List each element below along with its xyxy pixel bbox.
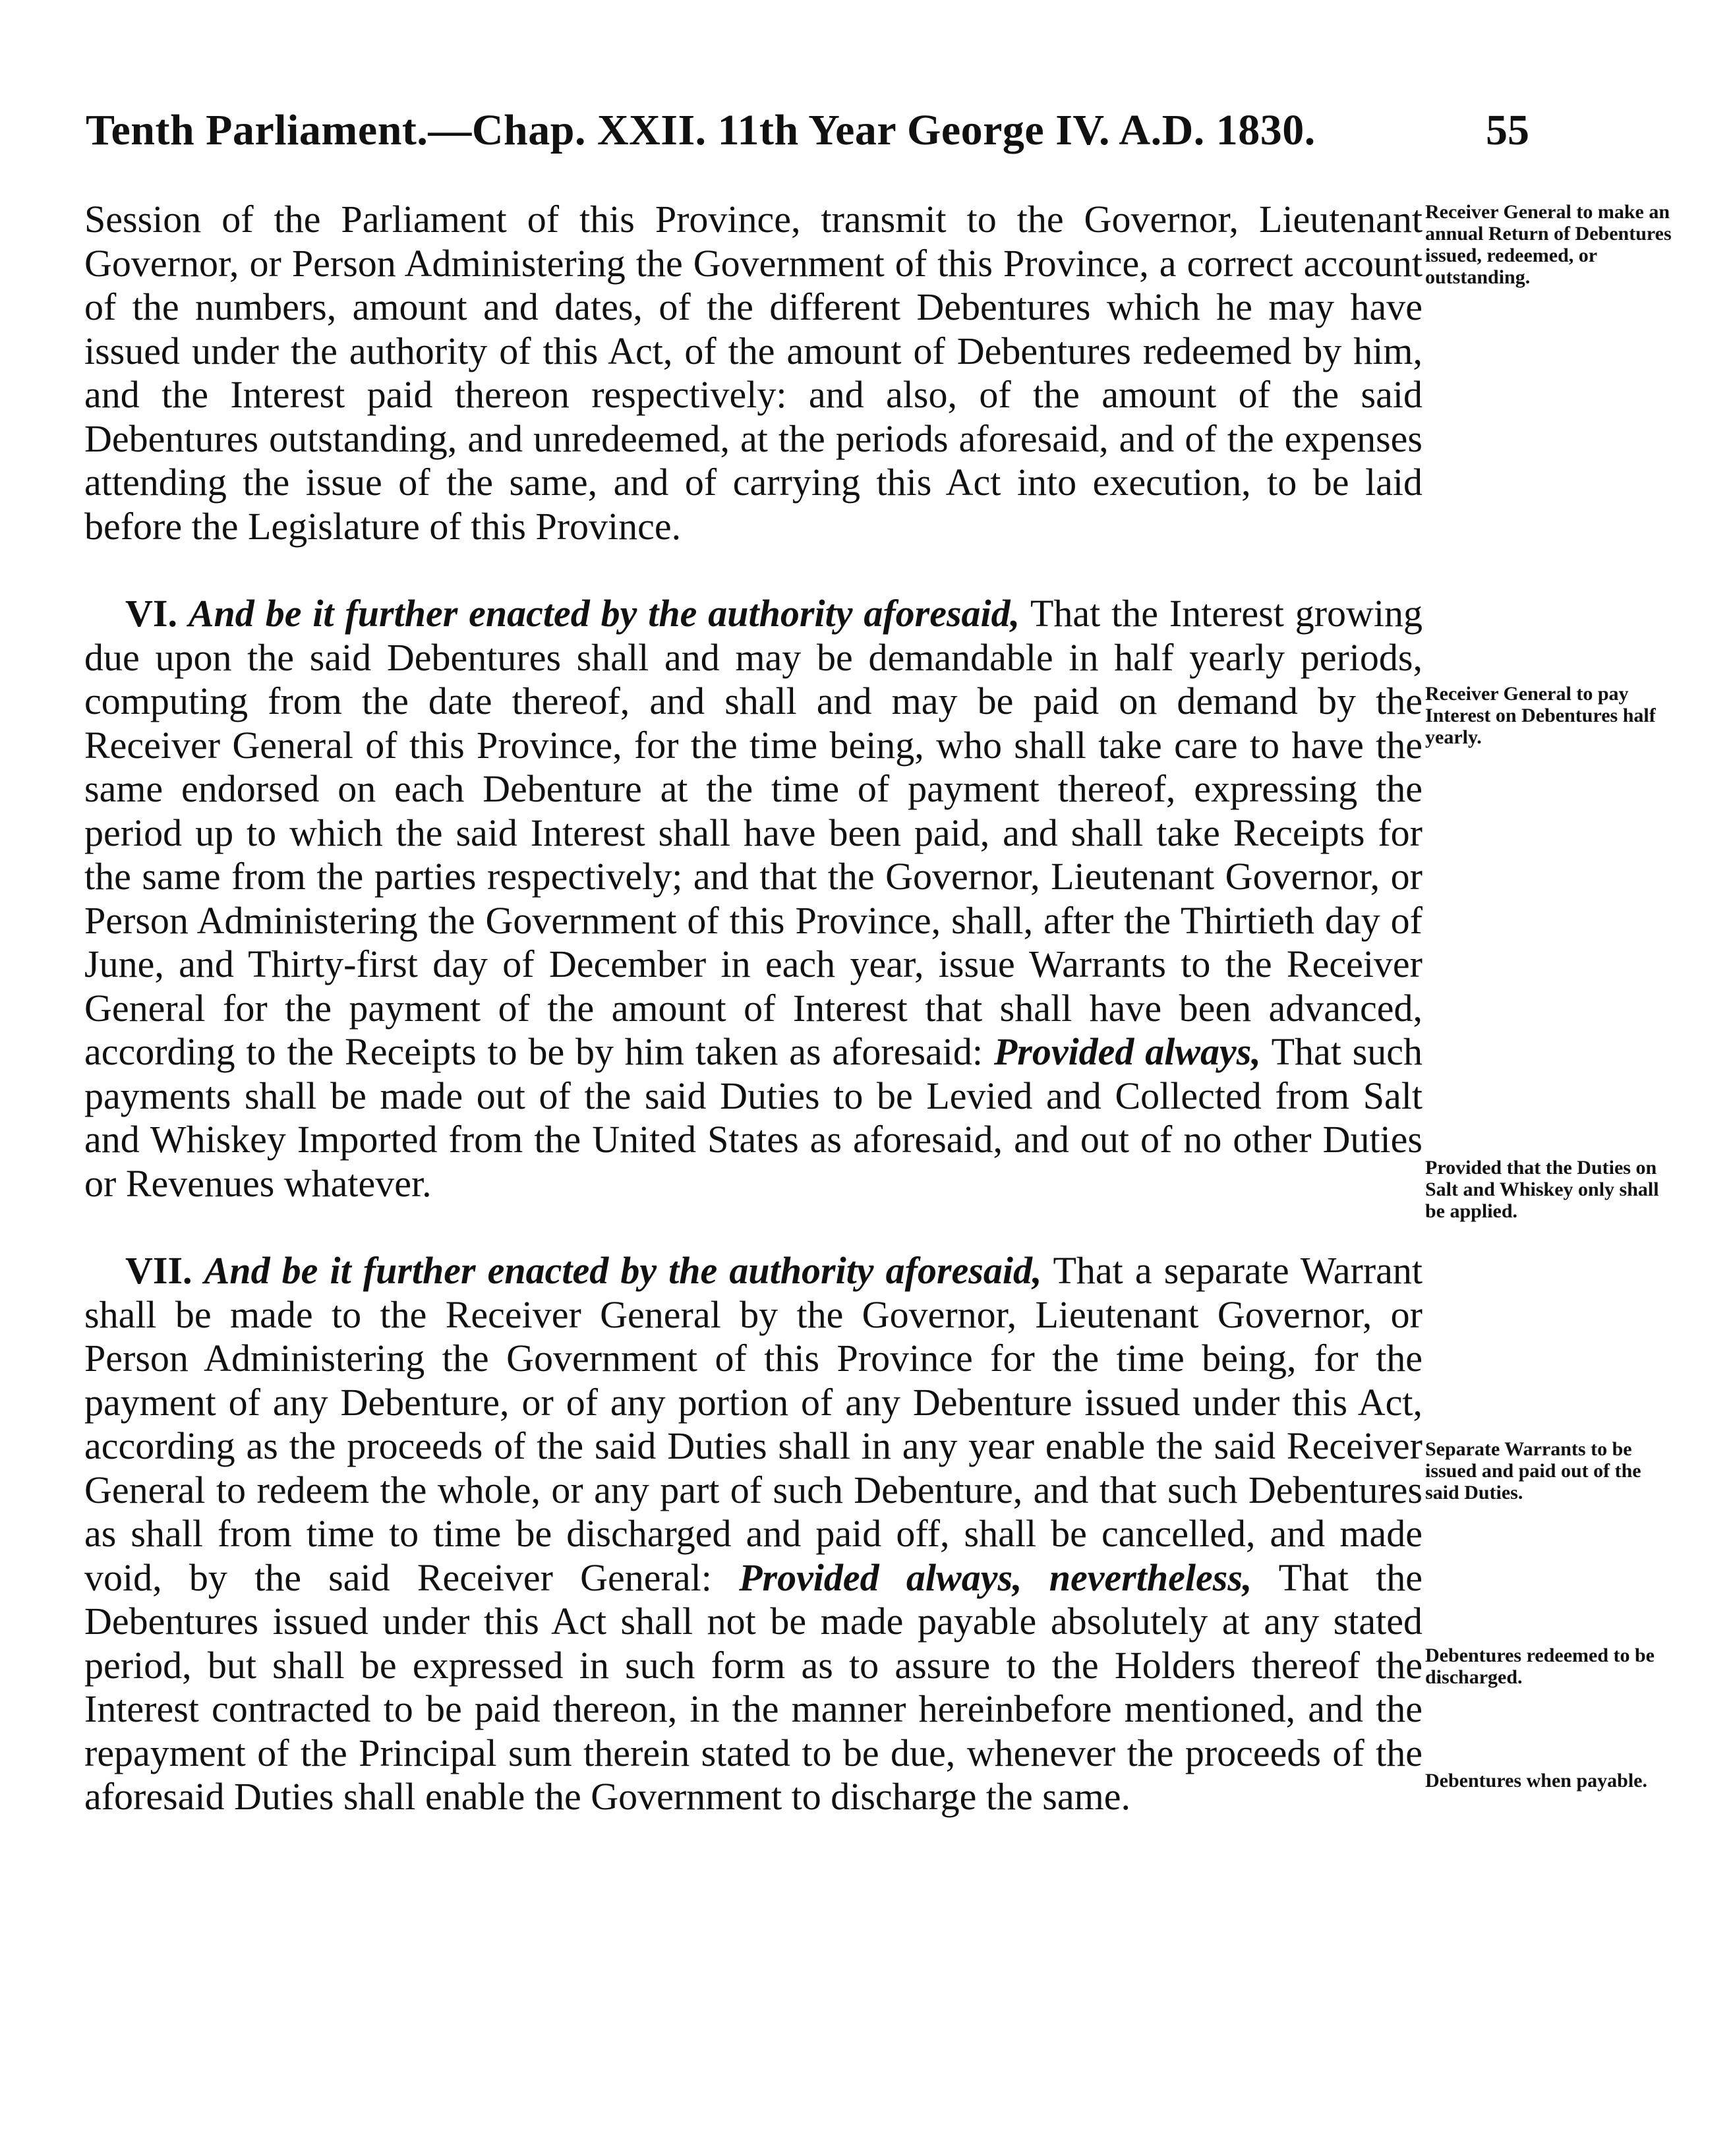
section-7: [84, 1249, 1423, 1819]
margin-note-duties-applied: Provided that the Duties on Salt and Whiskey only shall be applied.: [1425, 1157, 1659, 1222]
margin-note-half-yearly-interest: Receiver General to pay Interest on Debentures half yearly.: [1425, 683, 1656, 748]
margin-note-annual-return: Receiver General to make an annual Return of Debentures issued, redeemed, or outstanding.: [1425, 201, 1672, 288]
margin-note-debentures-discharged: Debentures redeemed to be discharged.: [1425, 1645, 1655, 1688]
margin-note-debentures-payable: Debentures when payable.: [1425, 1770, 1647, 1792]
section-7-number: VII.: [125, 1249, 192, 1292]
body-text: [84, 198, 1423, 1819]
section-6: [84, 592, 1423, 1206]
section-6-proviso: Provided always,: [993, 1030, 1261, 1073]
paragraph-continued: Session of the Parliament of this Province, transmit to the Governor, Lieutenant Governor, or Person Administering the Government of this Province, a correct account of the numbers, amount and dates, of the different Debentures which he may have issued under the authority of this Act, of the amount of Debentures redeemed by him, and the Interest paid thereon respectively: and also, of the amount of the said Debentures outstanding, and unredeemed, at the periods aforesaid, and of the expenses attending the issue of the same, and of carrying this Act into execution, to be laid before the Legislature of this Province.: [84, 198, 1423, 548]
section-6-text-a: That the Interest growing due upon the said Debentures shall and may be demandable in half yearly periods, computing from the date thereof, and shall and may be paid on demand by the Receiver General of this Province, for the time being, who shall take care to have the same endorsed on each Debenture at the time of payment thereof, expressing the period up to which the said Interest shall have been paid, and shall take Receipts for the same from the parties respectively; and that the Governor, Lieutenant Governor, or Person Administering the Government of this Province, shall, after the Thirtieth day of June, and Thirty-first day of December in each year, issue Warrants to the Receiver General for the payment of the amount of Interest that shall have been advanced, according to the Receipts to be by him taken as aforesaid:: [84, 592, 1423, 1073]
section-7-enacting-clause: And be it further enacted by the authority aforesaid,: [204, 1249, 1042, 1292]
running-head: [86, 105, 1529, 171]
margin-note-separate-warrants: Separate Warrants to be issued and paid out of the said Duties.: [1425, 1438, 1641, 1503]
section-6-enacting-clause: And be it further enacted by the authority aforesaid,: [188, 592, 1020, 635]
section-7-proviso: Provided always, nevertheless,: [739, 1556, 1252, 1599]
page-number: 55: [1486, 106, 1529, 154]
section-7-text-a: That a separate Warrant shall be made to the Receiver General by the Governor, Lieutenant Governor, or Person Administering the Government of this Province for the time being, for the payment of any Debenture, or of any portion of any Debenture issued under this Act, according as the proceeds of the said Duties shall in any year enable the said Receiver General to redeem the whole, or any part of such Debenture, and that such Debentures as shall from time to time be discharged and paid off, shall be cancelled, and made void, by the said Receiver General:: [84, 1249, 1423, 1599]
section-7-text-b: That the Debentures issued under this Act shall not be made payable absolutely at any stated period, but shall be expressed in such form as to assure to the Holders thereof the Interest contracted to be paid thereon, in the manner hereinbefore mentioned, and the repayment of the Principal sum therein stated to be due, whenever the proceeds of the aforesaid Duties shall enable the Government to discharge the same.: [84, 1556, 1423, 1818]
section-6-number: VI.: [125, 592, 177, 635]
running-head-title: Tenth Parliament.—Chap. XXII. 11th Year George IV. A.D. 1830.: [86, 106, 1316, 154]
section-6-text-b: That such payments shall be made out of the said Duties to be Levied and Collected from Salt and Whiskey Imported from the United States as aforesaid, and out of no other Duties or Revenues whatever.: [84, 1030, 1423, 1205]
